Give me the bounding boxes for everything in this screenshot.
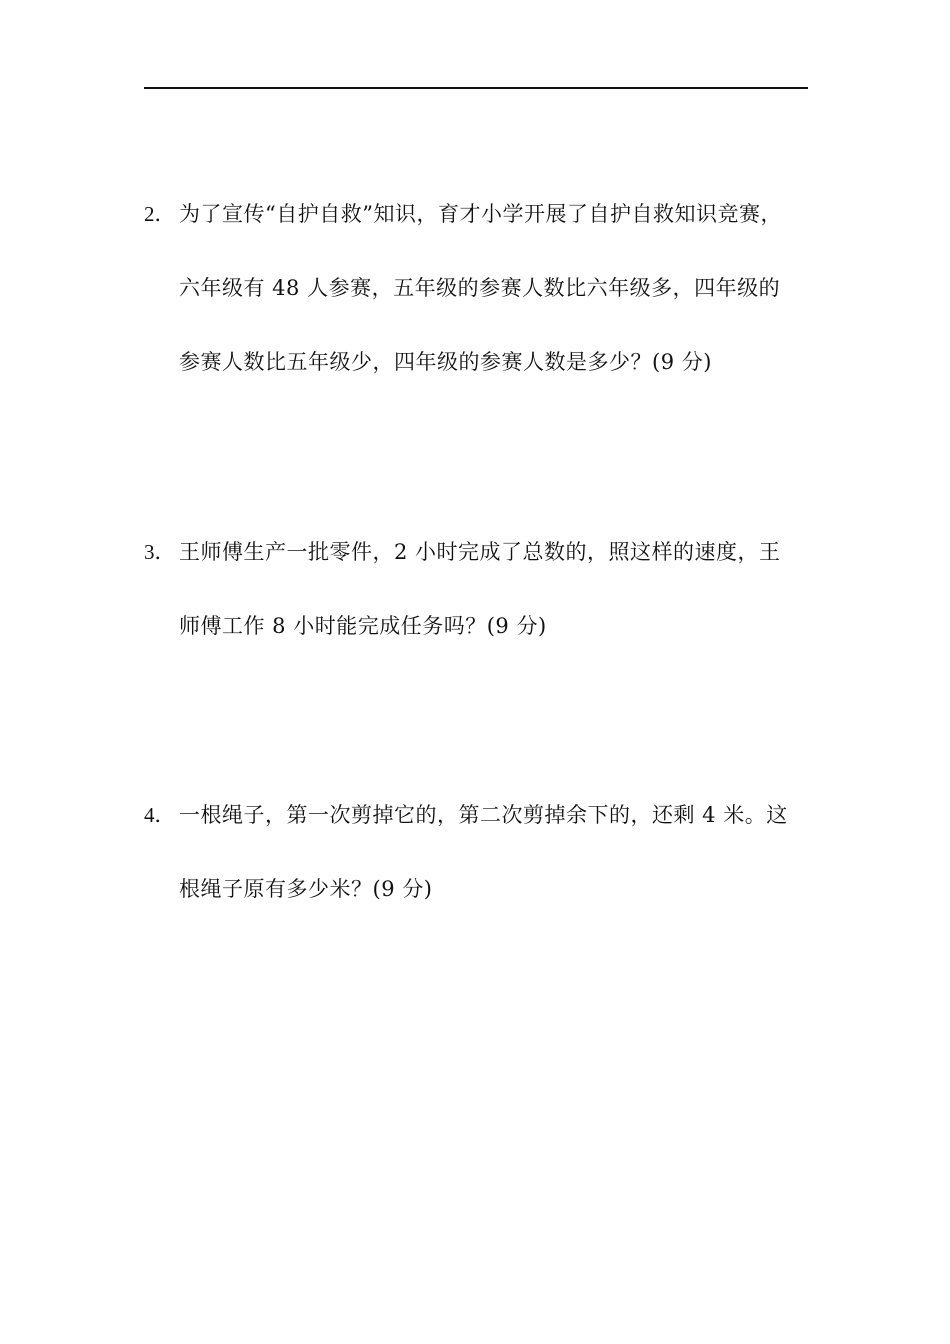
question-text-line: 一根绳子，第一次剪掉它的，第二次剪掉余下的，还剩 4 米。这 [179,803,788,827]
question-number: 3． [144,540,176,564]
question-text-line: 师傅工作 8 小时能完成任务吗？(9 分) [179,614,547,638]
question-number: 2． [144,202,176,226]
question-text-line: 王师傅生产一批零件，2 小时完成了总数的，照这样的速度，王 [179,540,781,564]
question-text-line: 根绳子原有多少米？(9 分) [179,877,433,901]
header-rule [144,87,808,89]
question-text-line: 参赛人数比五年级少，四年级的参赛人数是多少？(9 分) [179,350,712,374]
question-text-line: 为了宣传“自护自救”知识，育才小学开展了自护自救知识竞赛， [179,202,782,226]
question-text-line: 六年级有 48 人参赛，五年级的参赛人数比六年级多，四年级的 [179,276,781,300]
question-number: 4． [144,803,176,827]
